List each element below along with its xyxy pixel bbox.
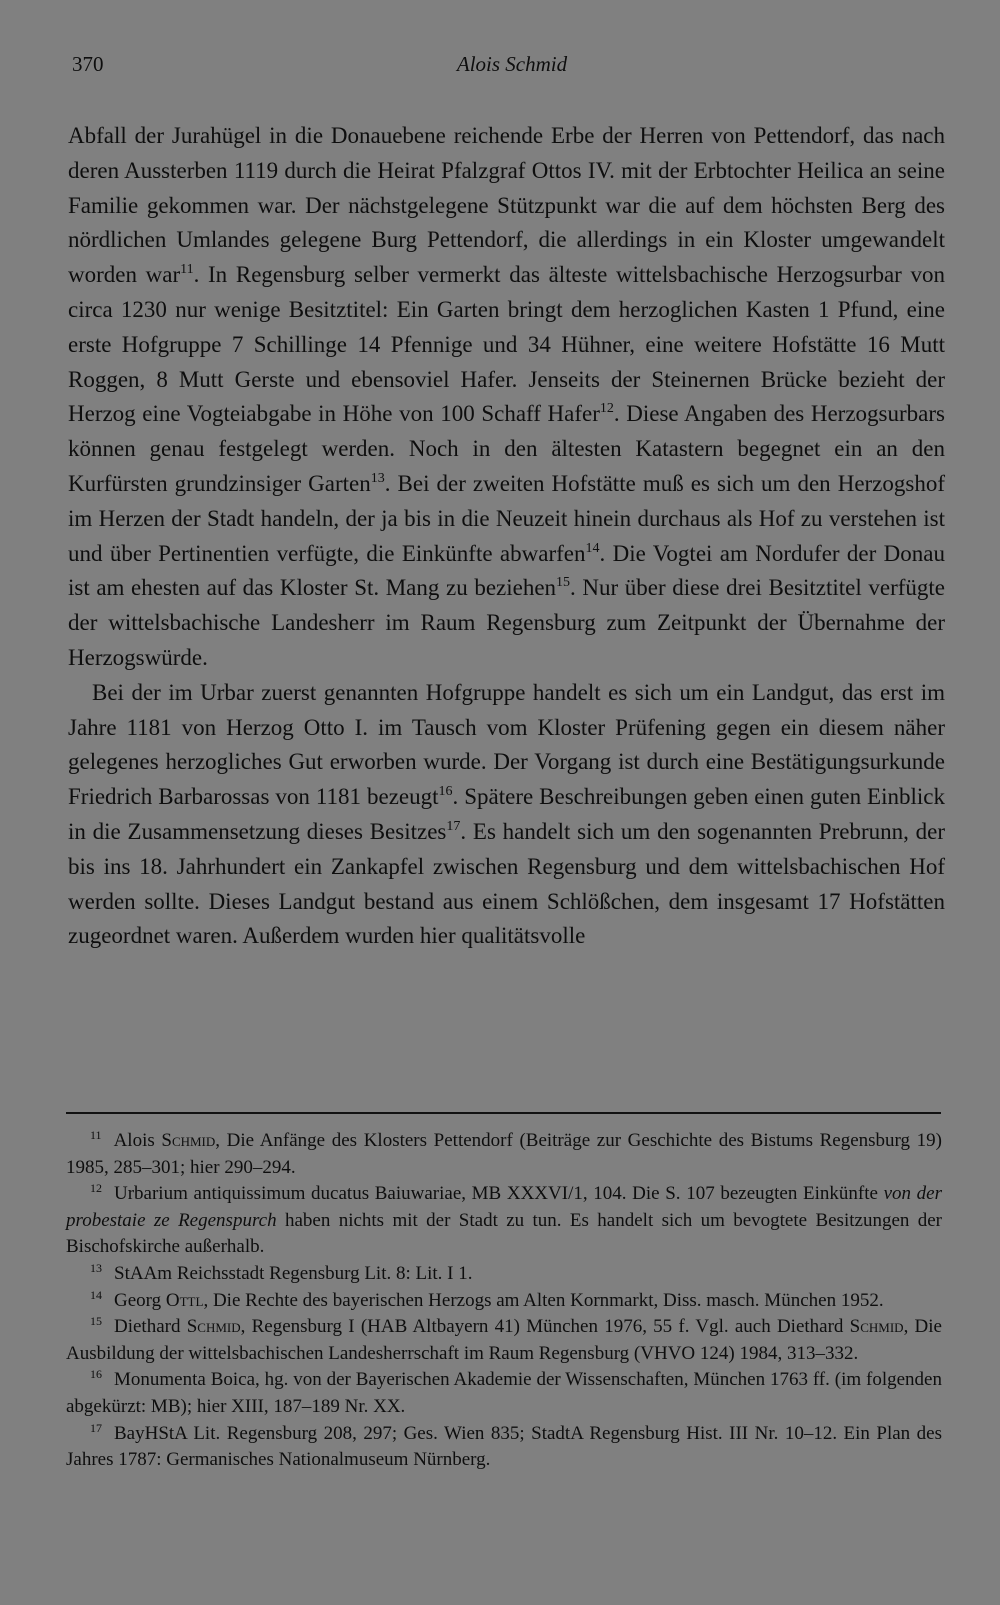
author-name: Schmid (161, 1130, 216, 1151)
footnote-number: 13 (90, 1260, 102, 1275)
footnote-text: StAAm Reichsstadt Regensburg Lit. 8: Lit. I 1. (114, 1262, 473, 1284)
footnote-number: 11 (90, 1128, 102, 1142)
footnote-number: 15 (90, 1314, 102, 1329)
footnote-text: , Die Rechte des bayerischen Herzogs am Alten Kornmarkt, Diss. masch. München 1952. (203, 1289, 884, 1311)
footnote-ref-14[interactable]: 14 (585, 540, 600, 556)
main-text (68, 119, 945, 954)
footnote-11 (66, 1128, 942, 1181)
footnote-number: 14 (90, 1287, 102, 1302)
text-run: . Die Vogtei am Nordufer der Donau ist am ehesten auf das Kloster St. Mang zu beziehen (68, 540, 945, 601)
text-run: . Bei der zweiten Hofstätte muß es sich um den Herzogshof im Herzen der Stadt handeln, der ja bis in die Neuzeit hinein durchaus als Hof zu verstehen ist und über Pertinentien verfügte, die Einkünfte abwarfen (68, 470, 946, 566)
footnote-ref-13[interactable]: 13 (370, 470, 385, 486)
page-number: 370 (72, 52, 104, 76)
footnote-text: Diethard (114, 1316, 187, 1338)
footnote-16 (66, 1367, 942, 1420)
author-name: Schmid (849, 1316, 904, 1338)
footnote-ref-16[interactable]: 16 (438, 784, 453, 800)
footnote-ref-15[interactable]: 15 (556, 575, 571, 591)
paragraph-2 (68, 676, 945, 954)
footnote-text: haben nichts mit der Stadt zu tun. Es handelt sich um bevogtete Besitzungen der Bischofskirche außerhalb. (66, 1209, 943, 1258)
page-header (72, 52, 952, 84)
footnote-ref-17[interactable]: 17 (446, 818, 461, 834)
footnote-divider (66, 1112, 941, 1114)
footnote-number: 17 (90, 1420, 102, 1435)
text-run: Abfall der Jurahügel in die Donauebene reichende Erbe der Herren von Pettendorf, das nach deren Aussterben 1119 durch die Heirat Pfalzgraf Ottos IV. mit der Erbtochter Heilica an seine Familie gekommen war. Der nächstgelegene Stützpunkt war die auf dem höchsten Berg des nördlichen Umlandes gelegene Burg Pettendorf, die allerdings in ein Kloster umgewandelt worden war (68, 123, 945, 288)
author-name: Schmid (186, 1316, 241, 1338)
running-head: Alois Schmid (456, 52, 568, 76)
footnote-17 (66, 1421, 942, 1474)
paragraph-1 (68, 119, 945, 676)
footnote-text: , Die Ausbildung der wittelsbachischen Landesherrschaft im Raum Regensburg (VHVO 124) 1984, 313–332. (66, 1316, 942, 1364)
text-run: . Diese Angaben des Herzogsurbars können genau festgelegt werden. Noch in den ältesten Katastern begegnet ein an den Kurfürsten grundzinsiger Garten (68, 401, 945, 496)
footnote-ref-12[interactable]: 12 (599, 401, 614, 417)
footnote-text: Georg (114, 1289, 166, 1311)
footnote-number: 12 (90, 1181, 102, 1196)
footnote-number: 16 (90, 1367, 102, 1382)
text-run: . Nur über diese drei Besitztitel verfügte der wittelsbachische Landesherr im Raum Regensburg zum Zeitpunkt der Übernahme der Herzogswürde. (68, 575, 945, 670)
footnote-13 (66, 1261, 942, 1288)
footnote-text: , Die Anfänge des Klosters Pettendorf (Beiträge zur Geschichte des Bistums Regensburg 19) 1985, 285–301; hier 290–294. (66, 1130, 942, 1178)
footnote-text: , Regensburg I (HAB Altbayern 41) München 1976, 55 f. Vgl. auch Diethard (240, 1316, 850, 1338)
footnote-ref-11[interactable]: 11 (180, 262, 194, 278)
text-run: . Es handelt sich um den sogenannten Prebrunn, der bis ins 18. Jahrhundert ein Zankapfel zwischen Regensburg und dem wittelsbachischen Hof werden sollte. Dieses Landgut bestand aus einem Schlößchen, dem insgesamt 17 Hofstätten zugeordnet waren. Außerdem wurden hier qualitätsvolle (68, 818, 945, 949)
quoted-source: von der probestaie ze Regenspurch (66, 1183, 942, 1231)
footnote-text: Urbarium antiquissimum ducatus Baiuwariae, MB XXXVI/1, 104. Die S. 107 bezeugten Einkünfte (114, 1183, 884, 1205)
footnote-12 (66, 1181, 942, 1261)
footnote-15 (66, 1314, 942, 1367)
text-run: Bei der im Urbar zuerst genannten Hofgruppe handelt es sich um ein Landgut, das erst im Jahre 1181 von Herzog Otto I. im Tausch vom Kloster Prüfening gegen ein diesem näher gelegenes herzogliches Gut erworben wurde. Der Vorgang ist durch eine Bestätigungsurkunde Friedrich Barbarossas von 1181 bezeugt (68, 679, 945, 810)
footnote-text: Alois (113, 1130, 162, 1151)
footnote-text: BayHStA Lit. Regensburg 208, 297; Ges. Wien 835; StadtA Regensburg Hist. III Nr. 10–12. Ein Plan des Jahres 1787: Germanisches Nationalmuseum Nürnberg. (66, 1422, 942, 1471)
footnote-text: Monumenta Boica, hg. von der Bayerischen Akademie der Wissenschaften, München 1763 ff. (im folgenden abgekürzt: MB); hier XIII, 187–189 Nr. XX. (66, 1369, 942, 1417)
text-run: . Spätere Beschreibungen geben einen guten Einblick in die Zusammensetzung dieses Besitzes (68, 784, 945, 844)
text-run: . In Regensburg selber vermerkt das älteste wittelsbachische Herzogsurbar von circa 1230 nur wenige Besitztitel: Ein Garten bringt dem herzoglichen Kasten 1 Pfund, eine erste Hofgruppe 7 Schillinge 14 Pfennige und 34 Hühner, eine weitere Hofstätte 16 Mutt Roggen, 8 Mutt Gerste und ebensoviel Hafer. Jenseits der Steinernen Brücke bezieht der Herzog eine Vogteiabgabe in Höhe von 100 Schaff Hafer (68, 262, 945, 427)
footnotes (66, 1128, 942, 1474)
footnote-14 (66, 1288, 942, 1315)
author-name: Ottl (165, 1289, 204, 1311)
